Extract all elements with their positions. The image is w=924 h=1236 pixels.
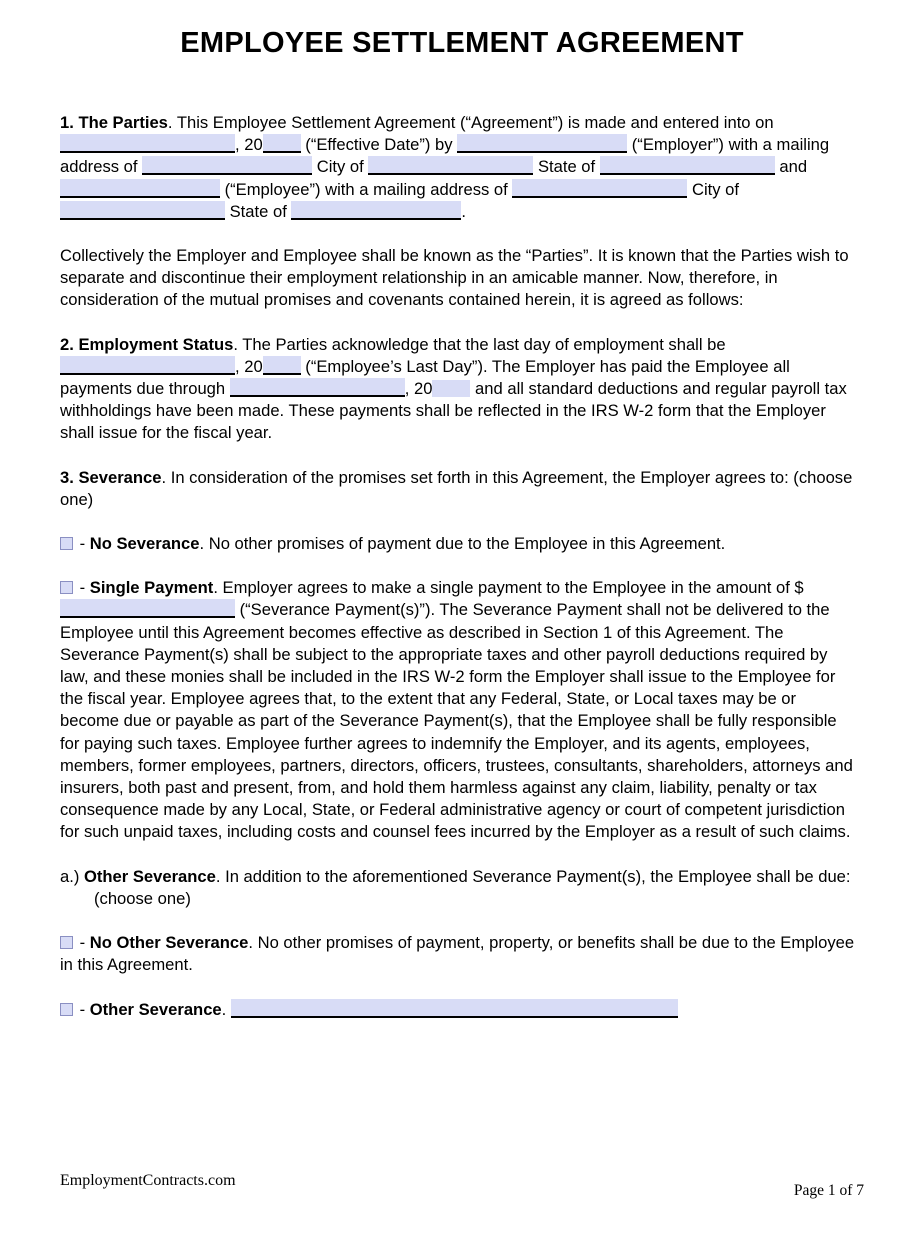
footer-site-name: EmploymentContracts.com — [60, 1172, 236, 1189]
option-other-severance[interactable] — [60, 999, 856, 1021]
last-day-date-field[interactable] — [60, 356, 235, 375]
checkbox-single-payment-icon[interactable] — [60, 581, 73, 594]
effective-year-field[interactable] — [263, 134, 301, 153]
spacer — [60, 977, 856, 999]
employer-name-field[interactable] — [457, 134, 627, 153]
no-severance-label: No Severance — [89, 534, 200, 554]
section-the-parties — [60, 112, 856, 223]
section-2-text-4: , 20 — [404, 379, 433, 399]
subsection-a-content — [60, 866, 856, 910]
footer-page-number: Page 1 of 7 — [793, 1182, 864, 1199]
employee-name-field[interactable] — [60, 179, 220, 198]
option-no-severance[interactable] — [60, 533, 856, 555]
other-severance-description-field[interactable] — [231, 999, 678, 1018]
other-severance-dash: - — [75, 999, 90, 1019]
section-1-text-3: (“Effective Date”) by — [300, 135, 458, 155]
employer-city-field[interactable] — [368, 156, 533, 175]
section-1-heading: 1. The Parties — [60, 113, 168, 132]
employer-address-field[interactable] — [142, 156, 312, 175]
single-payment-dash: - — [75, 578, 90, 598]
payments-through-date-field[interactable] — [230, 378, 405, 397]
single-payment-label: Single Payment — [89, 578, 214, 598]
section-1-text-4: (“Employer”) with a mailing address of — [60, 135, 830, 177]
effective-date-field[interactable] — [60, 134, 235, 153]
section-1-text-9: City of — [687, 179, 739, 199]
section-1-text-11: . — [461, 201, 467, 221]
payments-through-year-field[interactable] — [432, 380, 470, 397]
section-3-heading: 3. Severance — [60, 467, 162, 487]
section-severance — [60, 467, 856, 511]
collectively-paragraph: Collectively the Employer and Employee shall be known as the “Parties”. It is known that the Parties wish to separate and discontinue their employment relationship in an amicable manner. Now, therefore, in consideration of the mutual promises and covenants contained herein, it is agreed as follows: — [60, 246, 849, 310]
section-2-text-3: (“Employee’s Last Day”). The Employer has paid the Employee all payments due through — [60, 356, 790, 399]
section-1-text-2: , 20 — [235, 135, 263, 155]
section-2-text-1: . The Parties acknowledge that the last day of employment shall be — [233, 334, 726, 354]
section-1-text-5: City of — [312, 157, 369, 177]
option-no-other-severance[interactable] — [60, 932, 856, 976]
subsection-a-other-severance — [60, 866, 856, 910]
section-2-text-2: , 20 — [235, 356, 263, 376]
no-severance-dash: - — [75, 534, 90, 554]
no-severance-text: . No other promises of payment due to the Employee in this Agreement. — [199, 534, 726, 554]
option-single-payment[interactable] — [60, 577, 856, 843]
checkbox-other-severance-icon[interactable] — [60, 1003, 73, 1016]
other-severance-text: . — [221, 999, 227, 1019]
section-2-text-5: and all standard deductions and regular payroll tax withholdings have been made. These payments shall be reflected in the IRS W-2 form that the Employer shall issue for the fiscal year. — [60, 379, 847, 443]
section-1-text-6: State of — [533, 157, 600, 177]
spacer — [60, 555, 856, 577]
single-payment-text-1: . Employer agrees to make a single payment to the Employee in the amount of $ — [213, 578, 804, 598]
section-1-text-10: State of — [225, 201, 292, 221]
spacer — [60, 511, 856, 533]
subsection-a-marker: a.) — [60, 866, 84, 886]
severance-amount-field[interactable] — [60, 599, 235, 618]
section-3-intro: . In consideration of the promises set forth in this Agreement, the Employer agrees to: (choose one) — [60, 467, 853, 509]
employee-city-field[interactable] — [60, 201, 225, 220]
section-1-text-7: and — [774, 157, 808, 177]
checkbox-no-severance-icon[interactable] — [60, 537, 73, 550]
employee-address-field[interactable] — [512, 179, 687, 198]
no-other-severance-dash: - — [75, 933, 90, 953]
spacer — [60, 445, 856, 467]
subsection-a-label: Other Severance — [83, 866, 216, 886]
employer-state-field[interactable] — [600, 156, 775, 175]
spacer — [60, 223, 856, 245]
section-2-heading: 2. Employment Status — [60, 334, 234, 354]
spacer — [60, 312, 856, 334]
section-1-text-1: . This Employee Settlement Agreement (“Agreement”) is made and entered into on — [167, 113, 774, 132]
other-severance-label: Other Severance — [89, 999, 222, 1019]
document-body — [60, 112, 856, 1021]
spacer — [60, 910, 856, 932]
page-title: EMPLOYEE SETTLEMENT AGREEMENT — [180, 27, 744, 59]
checkbox-no-other-severance-icon[interactable] — [60, 936, 73, 949]
no-other-severance-text: . No other promises of payment, property, or benefits shall be due to the Employee in this Agreement. — [60, 933, 855, 975]
last-day-year-field[interactable] — [263, 356, 301, 375]
single-payment-text-2: (“Severance Payment(s)”). The Severance Payment shall not be delivered to the Employee until this Agreement becomes effective as described in Section 1 of this Agreement. The Severance Payment(s) shall be subject to the appropriate taxes and other payroll deductions required by law, and these monies shall be included in the IRS W-2 form the Employer shall issue to the Employee for the fiscal year. Employee agrees that, to the extent that any Federal, State, or Local taxes may be or become due or payable as part of the Severance Payment(s), that the Employee shall be fully responsible for paying such taxes. Employee further agrees to indemnify the Employer, and its agents, employees, members, former employees, partners, directors, officers, trustees, consultants, shareholders, attorneys and insurers, both past and present, from, and hold them harmless against any claim, liability, penalty or tax consequence made by any Local, State, or Federal administrative agency or court of competent jurisdiction for such unpaid taxes, including costs and counsel fees incurred by the Employer as a result of such claims. — [60, 600, 853, 842]
subsection-a-text: . In addition to the aforementioned Severance Payment(s), the Employee shall be due: (choose one) — [94, 866, 851, 908]
no-other-severance-label: No Other Severance — [89, 933, 249, 953]
employee-state-field[interactable] — [291, 201, 461, 220]
section-employment-status — [60, 334, 856, 445]
spacer — [60, 844, 856, 866]
section-1-text-8: (“Employee”) with a mailing address of — [220, 179, 513, 199]
